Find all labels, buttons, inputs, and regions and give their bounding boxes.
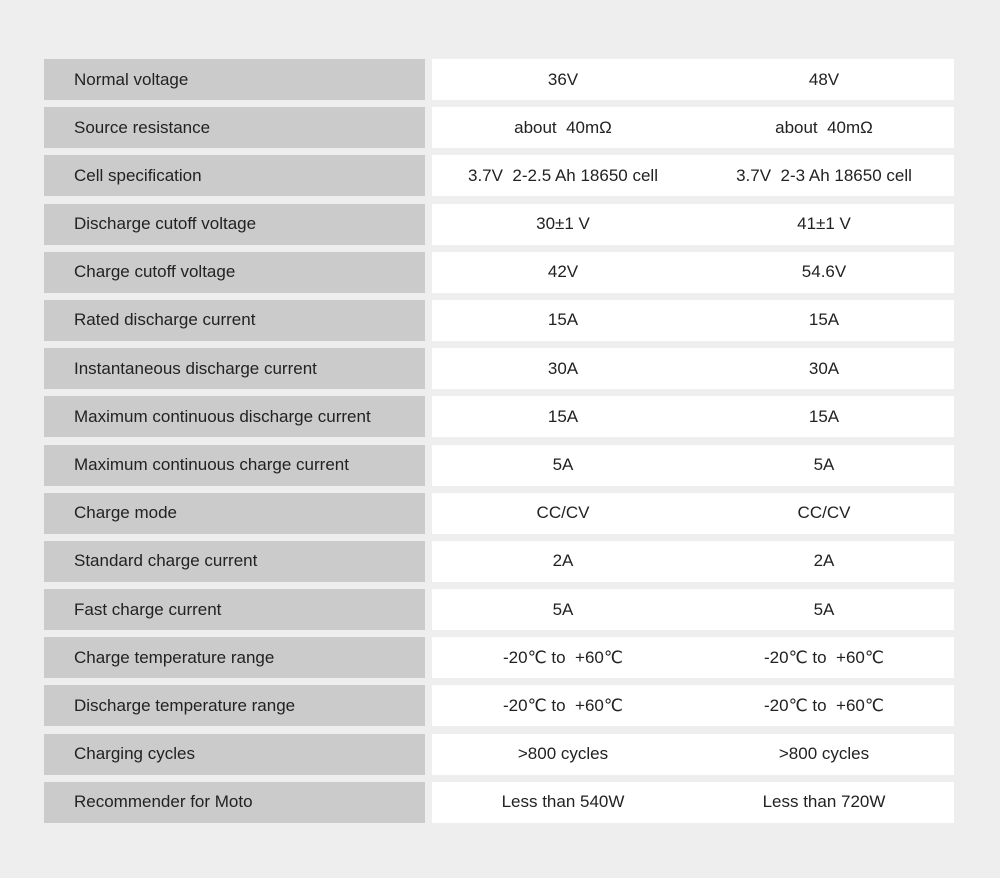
spec-value-36v: 15A: [547, 310, 579, 330]
spec-row: [44, 541, 954, 582]
spec-label: Charge cutoff voltage: [44, 252, 425, 293]
spec-gap: [425, 445, 432, 486]
spec-values: [432, 348, 954, 389]
spec-label: Standard charge current: [44, 541, 425, 582]
spec-value-48v: 15A: [808, 310, 840, 330]
spec-value-48v: 2A: [813, 551, 835, 571]
spec-values: [432, 107, 954, 148]
spec-row: [44, 637, 954, 678]
spec-label: Charge temperature range: [44, 637, 425, 678]
spec-row: [44, 155, 954, 196]
spec-value-36v: CC/CV: [536, 503, 590, 523]
spec-value-36v: about 40mΩ: [514, 117, 612, 137]
spec-gap: [425, 348, 432, 389]
spec-value-36v: 36V: [547, 69, 579, 89]
spec-value-36v: 42V: [547, 262, 579, 282]
spec-row: [44, 445, 954, 486]
spec-label: Fast charge current: [44, 589, 425, 630]
spec-value-36v: -20℃ to +60℃: [503, 695, 623, 715]
spec-label: Maximum continuous discharge current: [44, 396, 425, 437]
spec-value-36v: 30±1 V: [536, 214, 590, 234]
spec-value-36v: 15A: [547, 406, 579, 426]
spec-gap: [425, 493, 432, 534]
spec-label: Normal voltage: [44, 59, 425, 100]
spec-values: [432, 589, 954, 630]
spec-gap: [425, 204, 432, 245]
spec-table: [44, 59, 954, 830]
spec-value-48v: -20℃ to +60℃: [764, 695, 884, 715]
spec-label: Discharge temperature range: [44, 685, 425, 726]
spec-value-36v: 2A: [552, 551, 574, 571]
spec-row: [44, 348, 954, 389]
spec-value-36v: Less than 540W: [501, 792, 625, 812]
spec-label: Rated discharge current: [44, 300, 425, 341]
spec-row: [44, 59, 954, 100]
spec-gap: [425, 685, 432, 726]
spec-values: [432, 300, 954, 341]
spec-row: [44, 204, 954, 245]
spec-value-48v: 48V: [808, 69, 840, 89]
spec-values: [432, 252, 954, 293]
spec-label: Instantaneous discharge current: [44, 348, 425, 389]
spec-label: Cell specification: [44, 155, 425, 196]
spec-label: Recommender for Moto: [44, 782, 425, 823]
spec-value-48v: Less than 720W: [762, 792, 886, 812]
spec-value-48v: 30A: [808, 358, 840, 378]
spec-value-48v: 41±1 V: [797, 214, 851, 234]
spec-value-36v: 5A: [552, 455, 574, 474]
spec-value-36v: >800 cycles: [517, 744, 609, 764]
spec-gap: [425, 155, 432, 196]
spec-values: [432, 637, 954, 678]
spec-row: [44, 493, 954, 534]
spec-row: [44, 252, 954, 293]
spec-row: [44, 685, 954, 726]
spec-gap: [425, 300, 432, 341]
spec-value-48v: 5A: [813, 599, 835, 619]
spec-row: [44, 589, 954, 630]
spec-value-48v: 54.6V: [801, 262, 847, 282]
spec-label: Discharge cutoff voltage: [44, 204, 425, 245]
spec-values: [432, 155, 954, 196]
spec-value-48v: CC/CV: [797, 503, 851, 523]
spec-values: [432, 734, 954, 775]
spec-value-48v: >800 cycles: [778, 744, 870, 764]
spec-value-36v: 3.7V 2-2.5 Ah 18650 cell: [468, 165, 658, 185]
spec-row: [44, 782, 954, 823]
spec-value-48v: about 40mΩ: [775, 117, 873, 137]
spec-label: Source resistance: [44, 107, 425, 148]
spec-value-48v: -20℃ to +60℃: [764, 647, 884, 667]
spec-value-36v: 30A: [547, 358, 579, 378]
spec-label: Maximum continuous charge current: [44, 445, 425, 486]
spec-gap: [425, 734, 432, 775]
spec-values: [432, 541, 954, 582]
spec-values: [432, 493, 954, 534]
spec-label: Charge mode: [44, 493, 425, 534]
spec-value-48v: 15A: [808, 406, 840, 426]
spec-row: [44, 734, 954, 775]
spec-values: [432, 685, 954, 726]
spec-values: [432, 782, 954, 823]
spec-gap: [425, 252, 432, 293]
spec-row: [44, 107, 954, 148]
spec-gap: [425, 396, 432, 437]
spec-values: [432, 59, 954, 100]
spec-gap: [425, 637, 432, 678]
spec-value-48v: 3.7V 2-3 Ah 18650 cell: [736, 165, 912, 185]
spec-values: [432, 204, 954, 245]
spec-gap: [425, 541, 432, 582]
spec-row: [44, 300, 954, 341]
spec-value-36v: -20℃ to +60℃: [503, 647, 623, 667]
spec-label: Charging cycles: [44, 734, 425, 775]
spec-values: [432, 445, 954, 486]
spec-gap: [425, 589, 432, 630]
spec-gap: [425, 782, 432, 823]
spec-value-48v: 5A: [813, 455, 835, 474]
spec-value-36v: 5A: [552, 599, 574, 619]
spec-gap: [425, 59, 432, 100]
spec-row: [44, 396, 954, 437]
spec-values: [432, 396, 954, 437]
spec-gap: [425, 107, 432, 148]
